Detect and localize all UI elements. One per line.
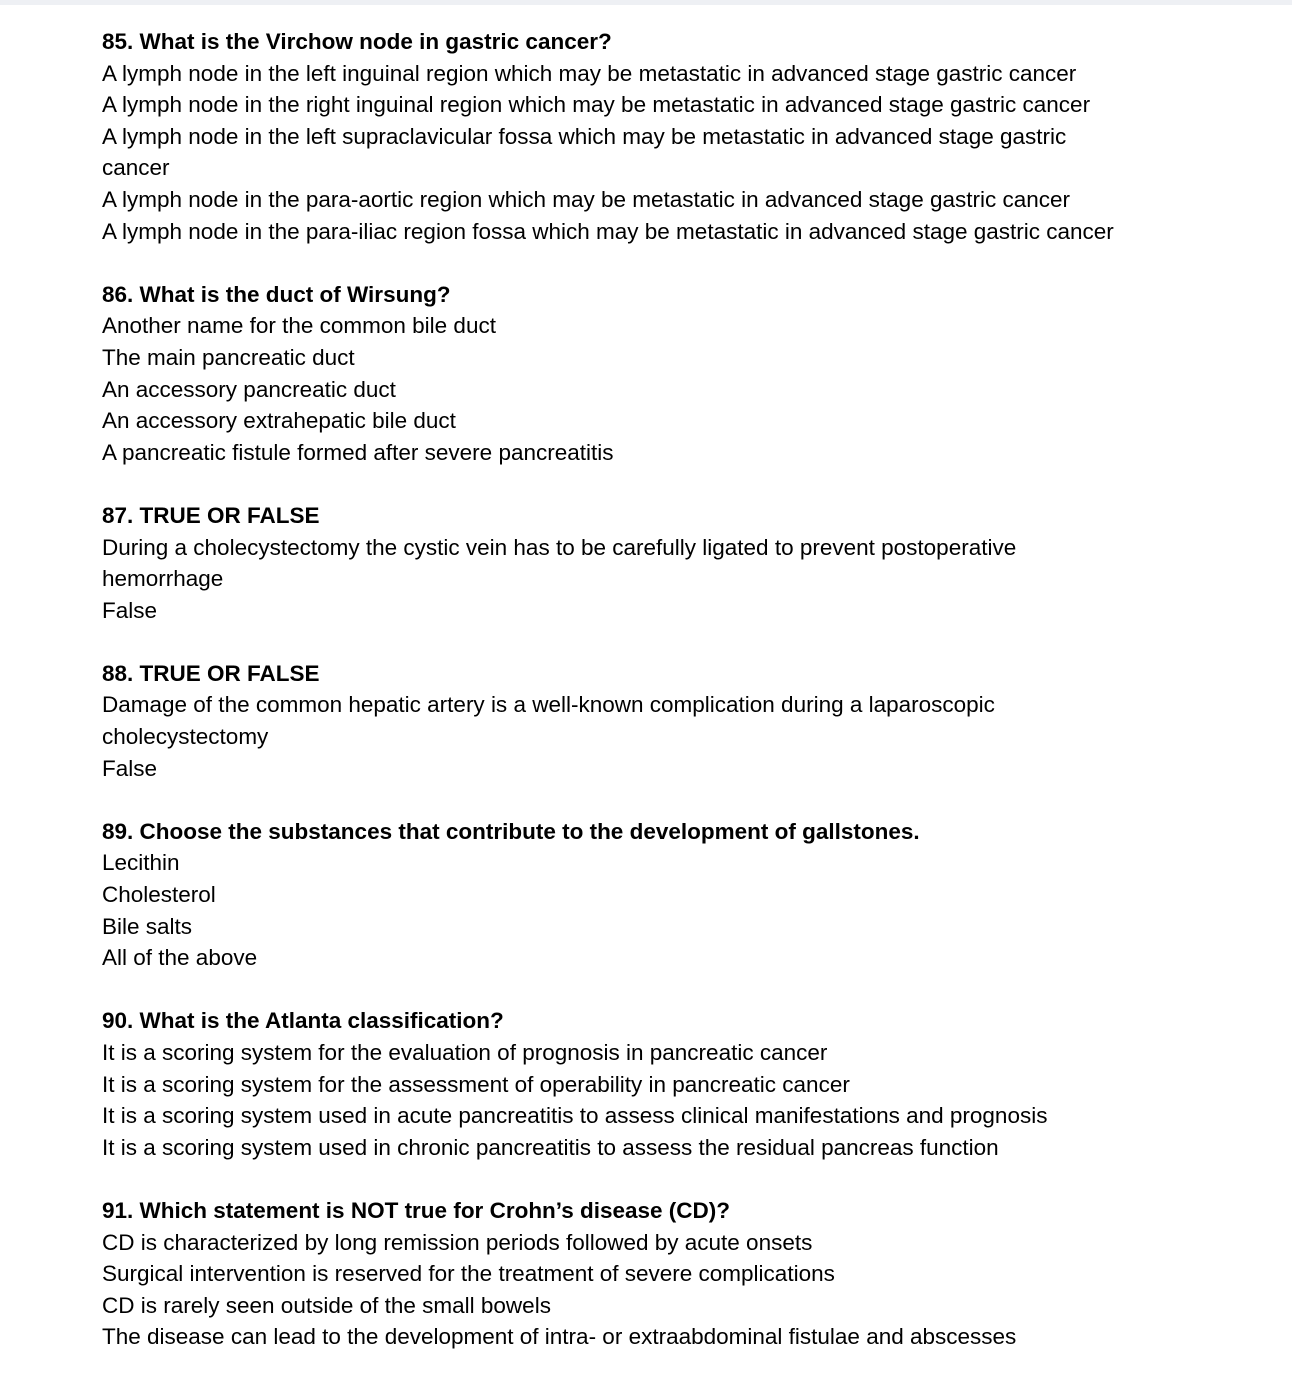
answer-option: A lymph node in the left supraclavicular fossa which may be metastatic in advanced stage gastric cancer <box>102 123 1067 181</box>
answer-option: A lymph node in the right inguinal region which may be metastatic in advanced stage gastric cancer <box>102 92 1091 118</box>
answer-option: Lecithin <box>102 850 180 876</box>
answer-option: CD is characterized by long remission periods followed by acute onsets <box>102 1229 813 1255</box>
answer-option: A lymph node in the left inguinal region which may be metastatic in advanced stage gastric cancer <box>102 60 1077 86</box>
answer-option: The disease can lead to the development of intra- or extraabdominal fistulae and abscesses <box>102 1324 1017 1350</box>
answer-option: It is a scoring system used in acute pancreatitis to assess clinical manifestations and prognosis <box>102 1103 1048 1129</box>
statement-text: Damage of the common hepatic artery is a well-known complication during a laparoscopic cholecystectomy <box>102 692 995 750</box>
question-90 <box>102 1005 1232 1163</box>
answer-option: Cholesterol <box>102 882 216 908</box>
question-86 <box>102 279 1232 469</box>
question-title: 88. TRUE OR FALSE <box>102 660 320 686</box>
answer-option: The main pancreatic duct <box>102 344 355 370</box>
question-title: 90. What is the Atlanta classification? <box>102 1008 504 1034</box>
answer-option: A lymph node in the para-iliac region fossa which may be metastatic in advanced stage gastric cancer <box>102 218 1114 244</box>
statement-text: During a cholecystectomy the cystic vein has to be carefully ligated to prevent postoperative hemorrhage <box>102 534 1017 592</box>
question-88 <box>102 658 1232 784</box>
answer-option: Surgical intervention is reserved for the treatment of severe complications <box>102 1261 835 1287</box>
question-87 <box>102 500 1232 626</box>
document-page <box>102 26 1232 1385</box>
answer-option: It is a scoring system used in chronic pancreatitis to assess the residual pancreas function <box>102 1134 999 1160</box>
answer-option: Bile salts <box>102 913 193 939</box>
answer-option: It is a scoring system for the evaluation of prognosis in pancreatic cancer <box>102 1040 828 1065</box>
answer-option: An accessory pancreatic duct <box>102 376 396 402</box>
answer-text: False <box>102 755 158 781</box>
question-85 <box>102 26 1232 247</box>
question-title: 87. TRUE OR FALSE <box>102 502 320 528</box>
answer-option: CD is rarely seen outside of the small bowels <box>102 1292 551 1318</box>
answer-option: All of the above <box>102 945 258 971</box>
answer-option: It is a scoring system for the assessment of operability in pancreatic cancer <box>102 1071 850 1097</box>
question-title: 91. Which statement is NOT true for Crohn’s disease (CD)? <box>102 1197 731 1223</box>
question-title: 86. What is the duct of Wirsung? <box>102 281 451 307</box>
answer-text: False <box>102 597 158 623</box>
answer-option: A lymph node in the para-aortic region which may be metastatic in advanced stage gastric cancer <box>102 186 1071 212</box>
question-title: 89. Choose the substances that contribute to the development of gallstones. <box>102 818 920 844</box>
question-title: 85. What is the Virchow node in gastric cancer? <box>102 29 612 54</box>
top-divider <box>0 0 1292 5</box>
question-91 <box>102 1195 1232 1353</box>
answer-option: Another name for the common bile duct <box>102 313 496 339</box>
answer-option: An accessory extrahepatic bile duct <box>102 408 456 434</box>
answer-option: A pancreatic fistule formed after severe pancreatitis <box>102 439 614 465</box>
question-89 <box>102 816 1232 974</box>
